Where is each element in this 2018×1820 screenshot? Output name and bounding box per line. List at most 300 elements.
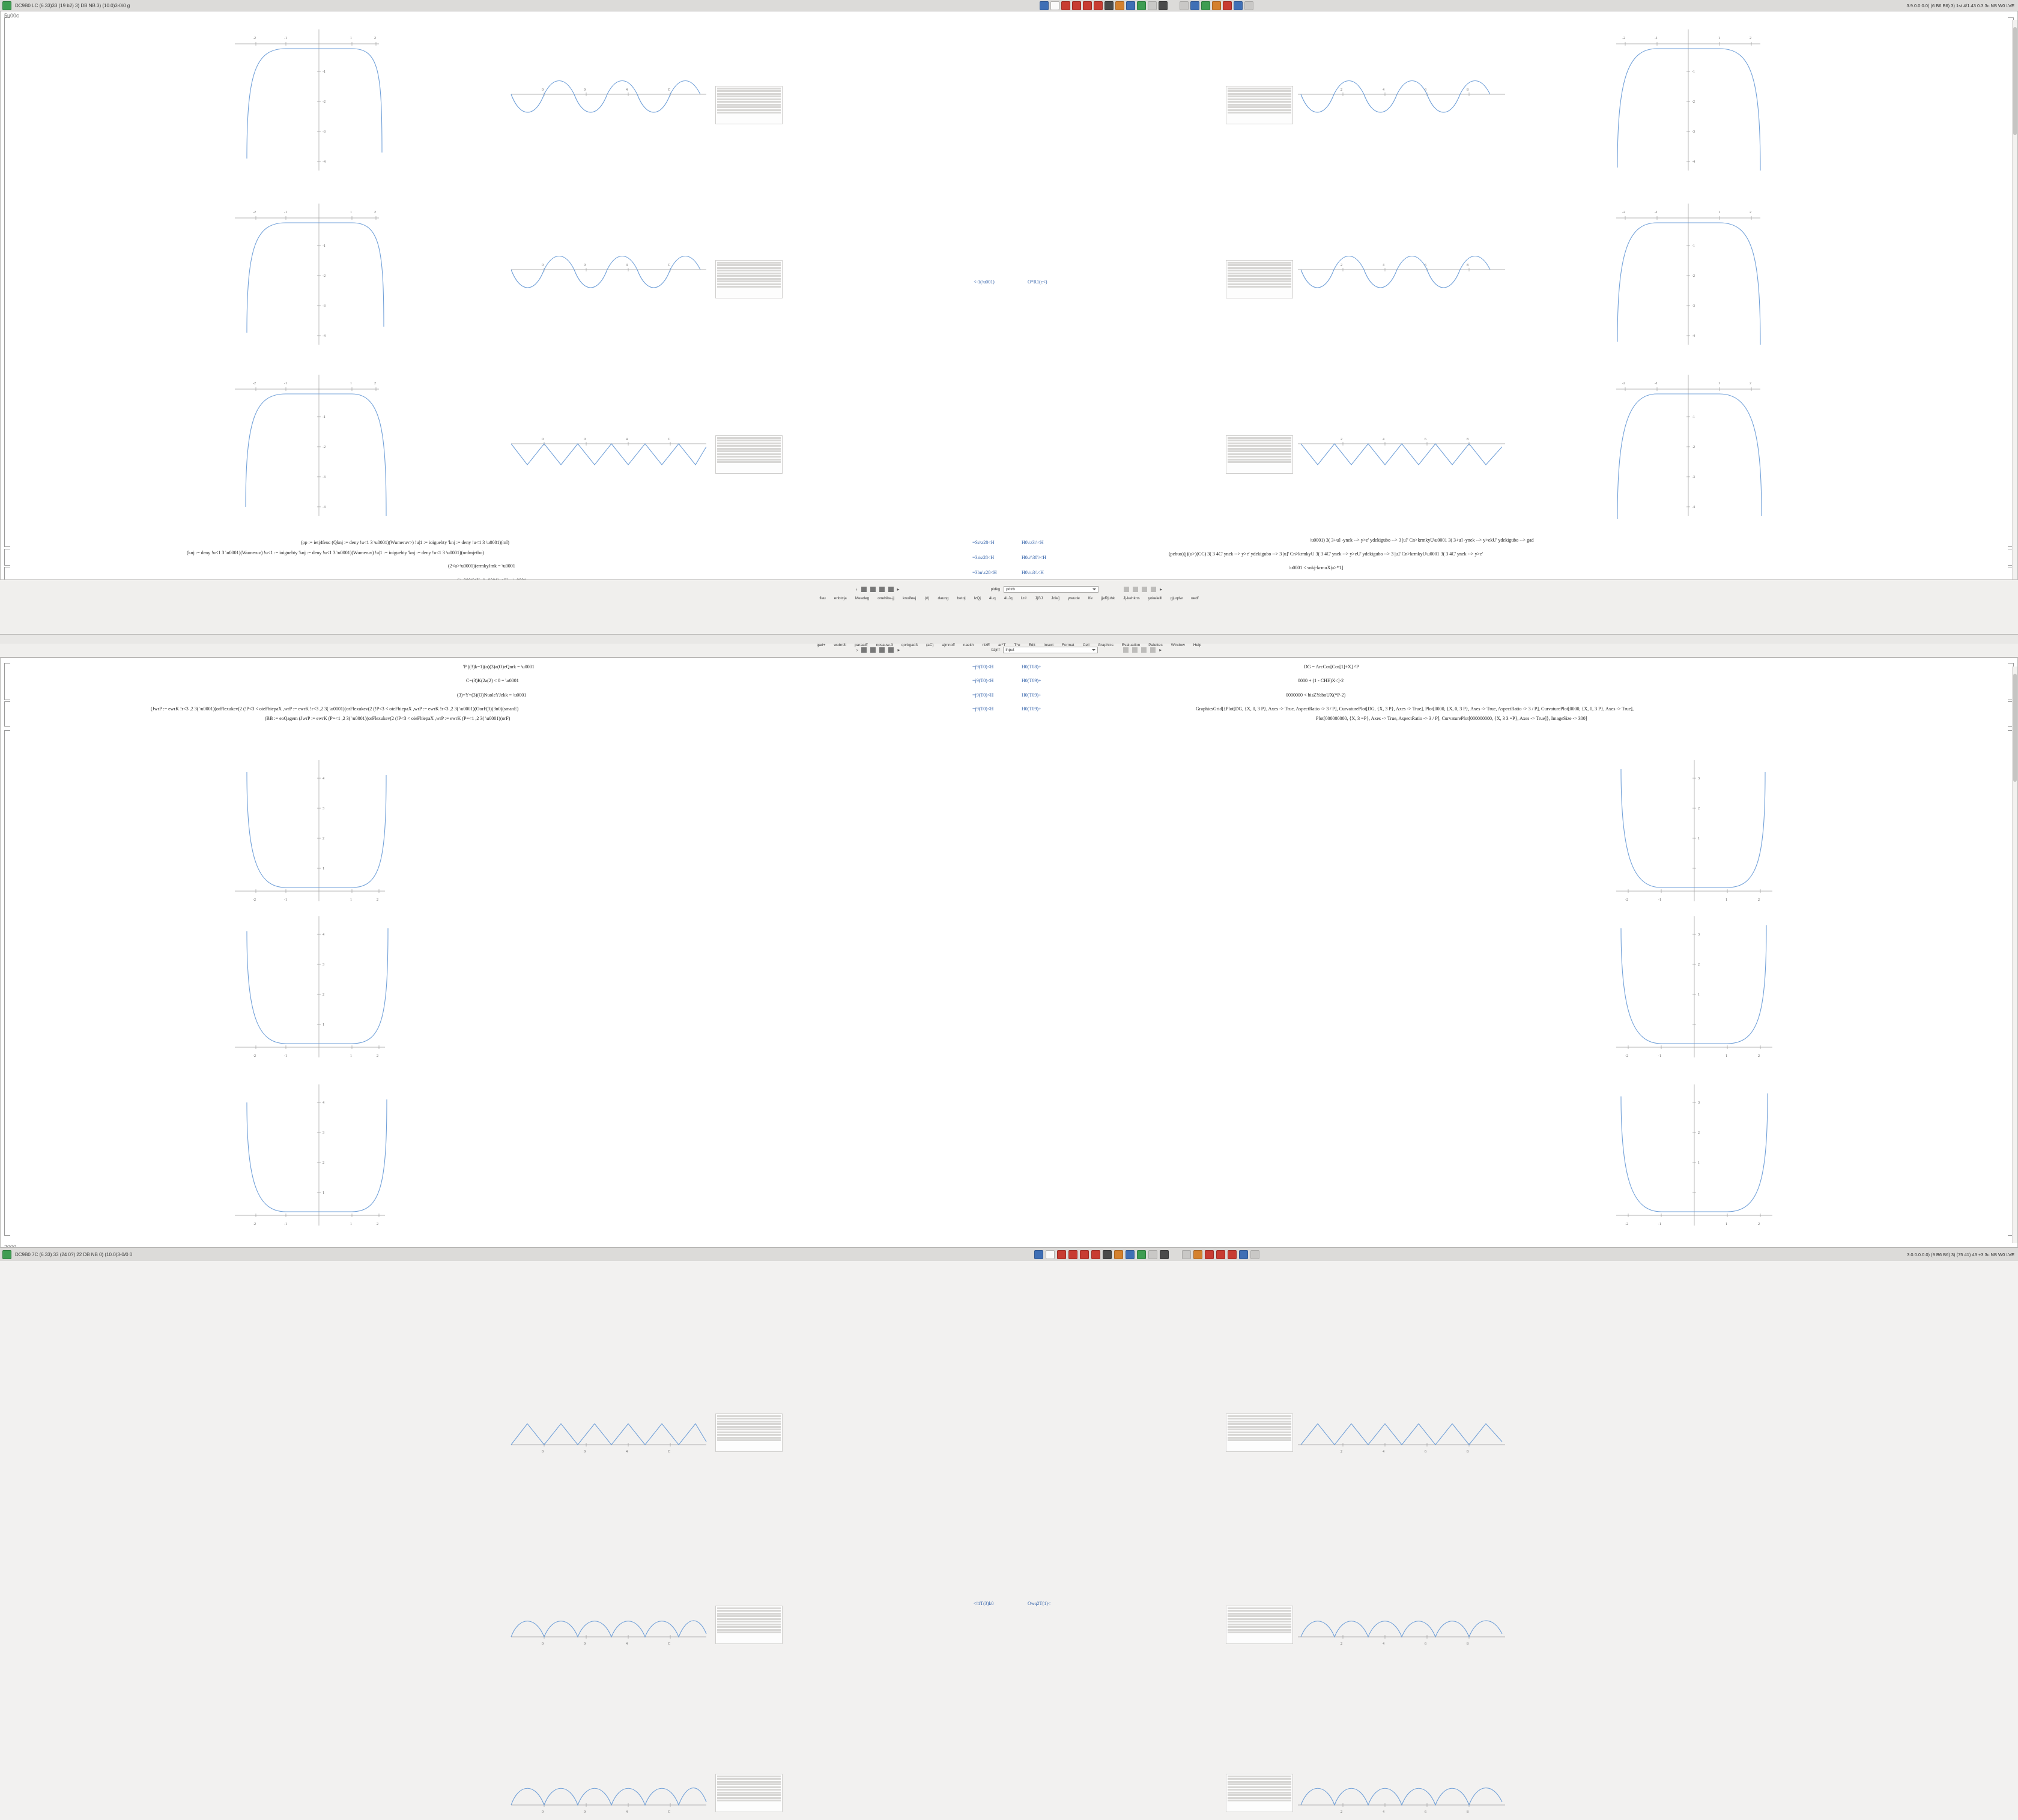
window-icon[interactable] [1040,1,1049,10]
out-label: =3bu\z28<H [972,570,997,575]
menu-item[interactable]: yokeielll [1148,596,1162,600]
notebook-toolbar-strip [0,579,2018,635]
out-label: H0(T09)+ [1022,706,1041,712]
svg-text:4: 4 [1383,1450,1384,1454]
menu-item[interactable]: 4Lq [989,596,996,600]
svg-text:1: 1 [350,211,352,214]
menu-item[interactable]: onehike-jj [877,596,895,600]
top-notebook-canvas [1,11,2017,617]
plot-legend-7 [715,1413,783,1452]
menu-item[interactable]: Meadeg [855,596,870,600]
code-line[interactable]: \u0001) 3( 3+u] -ynek --> y>e' ydekigubo --> 3 |u]' Cn>krmkyU\u0001 3( 3+u] -ynek --> y>ekU' ydekigubo --> gad [1310,537,1534,543]
top-bar-launcher [387,1,1906,10]
chevron-down-icon [1092,649,1095,651]
svg-text:6: 6 [1425,438,1426,441]
vertical-scrollbar-bottom[interactable] [2012,667,2017,1243]
svg-text:-1: -1 [284,382,287,385]
svg-text:-4: -4 [1692,334,1695,338]
plot-wave-6[interactable] [1295,1604,1511,1652]
svg-text:0: 0 [542,1450,544,1454]
svg-text:4: 4 [626,264,628,267]
top-bar-right [1906,3,2018,8]
svg-text:2: 2 [1341,264,1342,267]
code-line[interactable]: (knj := deny !u<1 3 \u0001)(Wumeruv) !u<1 := ioiguebty 'knj := deny !u<1 3 \u0001)(Wumeruv) !u|1 := ioiguebty 'knj := deny !u<1 3 \u0001)(nrdmjetbo) [187,550,484,555]
format-underline-button[interactable] [879,587,885,592]
menu-item[interactable]: flau [819,596,826,600]
plot-curvature-left-3[interactable] [229,369,385,519]
svg-text:-4: -4 [323,334,326,338]
svg-text:-1: -1 [1655,37,1658,40]
menu-item[interactable]: jjeRjuhk [1101,596,1115,600]
editor2-icon[interactable] [1193,1250,1202,1259]
menu-item[interactable]: T*e [1014,642,1020,647]
code-line[interactable]: Plot[000000000, {X, 3 =P}, Axes -> True, AspectRatio -> 3 / P], CurvaturePlot[000000000, {X, 3 3 =P}, Axes -> True]}, ImageSize -> 300] [1316,716,1587,721]
paint-icon[interactable] [1212,1,1221,10]
svg-text:4: 4 [1383,1810,1384,1814]
top-notebook-window[interactable] [0,11,2018,617]
more-options-icon[interactable]: ▸ [897,647,900,653]
insert-caret-icon[interactable]: › [855,587,858,592]
svg-text:2: 2 [323,993,324,997]
scrollbar-thumb[interactable] [2013,674,2017,782]
menu-item-window[interactable]: Window [1171,642,1185,647]
svg-text:-2: -2 [253,37,256,40]
svg-text:-1: -1 [284,37,287,40]
camera-icon[interactable] [1239,1250,1248,1259]
svg-text:-3: -3 [1692,476,1695,479]
svg-text:-1: -1 [1655,211,1658,214]
svg-text:-2: -2 [1625,898,1628,902]
svg-text:0: 0 [542,88,544,92]
scrollbar-thumb[interactable] [2013,27,2017,135]
menu-item[interactable]: JjGJ [1035,596,1043,600]
menu-item[interactable]: lzQj [974,596,981,600]
plot-legend-1 [715,86,783,124]
svg-text:4: 4 [323,777,324,781]
svg-text:4: 4 [1383,264,1384,267]
plot-curvature-left-6[interactable] [229,1078,397,1235]
svg-text:4: 4 [323,1101,324,1105]
paint-icon[interactable] [1216,1250,1225,1259]
out-label: H0\\z3\\<H [1022,540,1044,545]
code-line[interactable]: (pp := ietj4feuc (Qknj := deny !u<1 3 \u0001)(Wumeruv>) !u|1 := ioiguebty 'knj := deny !u<1 3 \u0001)(ml) [301,540,509,545]
settings-icon[interactable] [1159,1,1168,10]
svg-text:2: 2 [1698,807,1700,811]
plot-wave-7[interactable] [508,1772,724,1820]
plot-curvature-left-2[interactable] [229,198,385,348]
more-options-icon[interactable]: ▸ [897,587,900,592]
svg-text:-1: -1 [1658,898,1661,902]
svg-text:3: 3 [1698,933,1700,937]
window-icon[interactable] [1034,1250,1043,1259]
svg-text:0: 0 [584,264,586,267]
svg-text:2: 2 [1750,37,1751,40]
svg-text:1: 1 [323,1023,324,1027]
menu-item[interactable]: 4LJq [1004,596,1013,600]
svg-text:-3: -3 [323,476,326,479]
folder2-icon[interactable] [1205,1250,1214,1259]
svg-text:-2: -2 [253,1054,256,1058]
menu-item[interactable]: nosauw-3 [876,642,893,647]
menu-item[interactable]: Jdie] [1051,596,1059,600]
menu-item[interactable]: wubn3l [834,642,847,647]
svg-text:-2: -2 [1625,1223,1628,1226]
svg-text:2: 2 [1750,382,1751,385]
calculator-icon[interactable] [1148,1,1157,10]
svg-text:3: 3 [1698,777,1700,781]
mathematica-icon[interactable] [1080,1250,1089,1259]
camera-icon[interactable] [1234,1,1243,10]
menu-item[interactable]: (aC) [926,642,934,647]
svg-text:2: 2 [377,898,378,902]
code-line[interactable]: (pebuo)(j)(u>)(CC) 3( 3 4C' ynek --> y>e' ydekigubo --> 3 |u]' Cn>krmkyU 3( 3 4C' ynek --> y>eU' ydekigubo --> 3 |u]' Cn>krmkyU\u0001 3( 3 4C' ynek --> y>e' [1169,551,1483,557]
svg-text:0: 0 [584,1642,586,1646]
cell-bracket-left[interactable] [4,549,10,566]
menu-item[interactable]: Lr# [1020,596,1027,600]
svg-text:4: 4 [626,1810,628,1814]
menu-item-cell[interactable]: Cell [1082,642,1089,647]
misc-icon[interactable] [1250,1250,1259,1259]
svg-text:2: 2 [1341,1450,1342,1454]
menu-item-evaluation[interactable]: Evaluation [1121,642,1141,647]
mathematica-icon[interactable] [1091,1250,1100,1259]
svg-text:C: C [668,264,671,267]
plot-curvature-right-3[interactable] [1610,369,1766,519]
align-left-button[interactable] [1124,587,1129,592]
plot-legend-3 [715,260,783,298]
svg-text:-1: -1 [284,898,287,902]
folder2-icon[interactable] [1201,1,1210,10]
svg-text:-1: -1 [1658,1054,1661,1058]
svg-text:-4: -4 [1692,506,1695,509]
menu-item-format[interactable]: Format [1062,642,1074,647]
svg-text:0: 0 [542,438,544,441]
start-icon[interactable] [2,1,11,10]
browser-icon[interactable] [1126,1,1135,10]
svg-text:2: 2 [1341,88,1342,92]
menu-item-insert[interactable]: Insert [1043,642,1054,647]
svg-text:1: 1 [1718,211,1720,214]
svg-text:3: 3 [323,1131,324,1135]
taskbar-left-text: DC9B0 7C (6.33) 33 (24 0?) 22 DB NB 0) (10.0)3-0/0 0 [15,1251,133,1257]
menu-item-graphics[interactable]: Graphics [1097,642,1114,647]
document-icon[interactable] [1050,1,1059,10]
plot-legend-5 [715,435,783,474]
menu-item[interactable]: enbtcja [834,596,847,600]
plot-triangle-2[interactable] [1295,432,1511,480]
mathematica-icon[interactable] [1057,1250,1066,1259]
svg-text:-2: -2 [253,211,256,214]
format-strike-button[interactable] [888,587,894,592]
menu-item[interactable]: ar*T [998,642,1006,647]
svg-text:1: 1 [1718,37,1720,40]
out-label: H0\\u3\\<H [1022,570,1044,575]
taskbar-status-text: 3.0.0.0.0.0) (9 B6 B6) 3) (75 41) 43 +3 3c NB W0 LVE [1907,1251,2014,1257]
folder-icon[interactable] [1115,1,1124,10]
align-center-button[interactable] [1133,587,1138,592]
code-line[interactable]: 'P ((3)k=1)(o)(3)a(O)eQnrk = \u0001 [463,664,535,670]
menu-item[interactable]: gad+ [816,642,826,647]
code-line[interactable]: 0000 + (1 - CHE)X<]-2 [1298,678,1344,683]
inline-output-2: O*R1(c<) [1028,279,1047,285]
svg-text:1: 1 [323,1191,324,1195]
format-bold-button[interactable] [861,587,867,592]
svg-text:2: 2 [1341,438,1342,441]
settings-icon[interactable] [1160,1250,1169,1259]
svg-text:2: 2 [1750,211,1751,214]
menu-item-edit[interactable]: Edit [1028,642,1035,647]
calculator-icon[interactable] [1148,1250,1157,1259]
files-icon[interactable] [1137,1,1146,10]
svg-text:0: 0 [584,88,586,92]
svg-text:1: 1 [1718,382,1720,385]
taskbar-launcher [387,1250,1907,1259]
out-label: =j9(T0)<H [972,678,994,683]
menu-item[interactable]: ajmnoff [942,642,955,647]
vertical-scrollbar-top[interactable] [2012,20,2017,608]
svg-text:4: 4 [1383,1642,1384,1646]
out-label: H0(T08)+ [1022,664,1041,670]
svg-text:2: 2 [374,211,376,214]
svg-text:1: 1 [350,1223,352,1226]
menu-item[interactable]: betoj [957,596,966,600]
plot-curvature-right-2[interactable] [1610,198,1766,348]
svg-text:-1: -1 [1692,416,1695,419]
svg-text:6: 6 [1425,1642,1426,1646]
svg-text:-2: -2 [1622,211,1625,214]
svg-text:2: 2 [374,382,376,385]
plot-curvature-right-4[interactable] [1610,754,1778,910]
inline-output-3: <!1T(3)k0 [974,1601,994,1606]
menu-item[interactable]: qorkgad3 [901,642,918,647]
plot-curvature-left-5[interactable] [229,910,397,1066]
insert-caret-icon[interactable]: › [856,647,858,653]
top-bar-left [0,1,387,10]
inline-output-4: Owq2T(1)< [1028,1601,1051,1606]
svg-text:C: C [668,438,671,441]
menu-item-help[interactable]: Help [1193,642,1202,647]
code-line[interactable]: \u0001 < snkj-krmuX|u>*1] [1289,565,1344,570]
svg-text:4: 4 [1383,88,1384,92]
editor-icon[interactable] [1180,1,1189,10]
code-line[interactable]: (3)=Y=(3)(O)NuoleYJekk = \u0001 [457,692,527,698]
code-line[interactable]: DG = ArcCos[Cos[1]+X] ^P [1304,664,1359,670]
top-bar-left-text: DC9B0 LC (6.33)33 (19 b2) 3) DB NB 3) (10.0)3-0/0 g [15,2,130,8]
plot-wave-5[interactable] [508,1604,724,1652]
menu-item[interactable]: (#) [924,596,930,600]
files-icon[interactable] [1137,1250,1146,1259]
plot-curvature-left-4[interactable] [229,754,397,910]
editor2-icon[interactable] [1190,1,1199,10]
window-label-top: 5u00c [4,13,19,19]
menu-item[interactable]: paraaiff [855,642,868,647]
media-icon[interactable] [1228,1250,1237,1259]
cell-bracket-left[interactable] [4,663,10,700]
menu-item[interactable]: gjuqtiw [1170,596,1183,600]
svg-text:0: 0 [542,1642,544,1646]
plot-wave-3[interactable] [508,258,724,306]
svg-text:4: 4 [626,88,628,92]
svg-text:6: 6 [1425,88,1426,92]
svg-text:0: 0 [542,264,544,267]
svg-text:-3: -3 [323,130,326,134]
svg-text:2: 2 [1698,963,1700,967]
desktop-taskbar [0,1247,2018,1261]
plot-triangle-4[interactable] [1295,1412,1511,1460]
out-label: H0(T09)+ [1022,692,1041,698]
plot-wave-2[interactable] [1295,82,1511,130]
svg-text:1: 1 [1726,1223,1727,1226]
svg-text:6: 6 [1425,1450,1426,1454]
terminal-icon[interactable] [1103,1250,1112,1259]
plot-legend-2 [1226,86,1293,124]
svg-text:1: 1 [350,382,352,385]
document-icon[interactable] [1046,1250,1055,1259]
plot-legend-11 [715,1774,783,1812]
plot-legend-6 [1226,435,1293,474]
svg-text:3: 3 [1698,1101,1700,1105]
folder-icon[interactable] [1114,1250,1123,1259]
svg-text:-2: -2 [253,898,256,902]
svg-text:8: 8 [1467,438,1468,441]
browser-icon[interactable] [1126,1250,1135,1259]
svg-text:4: 4 [626,1450,628,1454]
out-label: H0u\\38\\<H [1022,555,1046,560]
menu-bar-bottom [0,641,2018,648]
overflow-icon[interactable]: ▸ [1159,647,1162,653]
mathematica-icon[interactable] [1061,1,1070,10]
svg-text:-4: -4 [323,506,326,509]
svg-text:-3: -3 [1692,130,1695,134]
style-label-left: pldkg [990,587,1001,591]
code-line[interactable]: (2<u>\u0001)(ermkyJmk = \u0001 [448,563,515,569]
svg-text:-4: -4 [323,160,326,164]
svg-text:2: 2 [1758,1054,1760,1058]
overflow-icon[interactable]: ▸ [1160,587,1163,592]
media-icon[interactable] [1223,1,1232,10]
svg-text:-2: -2 [323,100,326,104]
svg-text:2: 2 [377,1223,378,1226]
plot-wave-8[interactable] [1295,1772,1511,1820]
plot-curvature-left-1[interactable] [229,23,385,174]
menu-item[interactable]: naekh [963,642,974,647]
svg-text:-1: -1 [1655,382,1658,385]
plot-triangle-3[interactable] [508,1412,724,1460]
svg-text:-2: -2 [323,274,326,278]
taskbar-right [1907,1252,2018,1257]
svg-text:0: 0 [584,1450,586,1454]
svg-text:-2: -2 [323,446,326,449]
style-dropdown[interactable] [1004,586,1098,593]
menu-item[interactable]: daung [938,596,949,600]
cell-bracket-left[interactable] [4,701,10,727]
mathematica-icon[interactable] [1083,1,1092,10]
style-dropdown-2-value: Input [1005,648,1014,652]
menu-item[interactable]: uedf [1191,596,1199,600]
out-label: =Sz\z28<H [972,540,995,545]
plot-curvature-right-6[interactable] [1610,1078,1778,1235]
plot-wave-4[interactable] [1295,258,1511,306]
cell-bracket-left[interactable] [4,730,10,1236]
svg-text:-1: -1 [323,70,326,74]
plot-curvature-right-1[interactable] [1610,23,1766,174]
align-right-button[interactable] [1142,587,1147,592]
svg-text:1: 1 [1726,1054,1727,1058]
plot-curvature-right-5[interactable] [1610,910,1778,1066]
svg-text:3: 3 [323,807,324,811]
plot-legend-8 [1226,1413,1293,1452]
align-justify-button[interactable] [1151,587,1156,592]
svg-text:-1: -1 [1658,1223,1661,1226]
svg-text:1: 1 [1726,898,1727,902]
svg-text:C: C [668,1642,671,1646]
terminal-icon[interactable] [1104,1,1114,10]
code-line[interactable]: (BB := eoQagem (JwrP := ewrK (P=<1 ,2 3( \u0001)(orFlexukev(2 (!P<3 < oieFhiepaX ,wrP := ewrK (P=<1 ,2 3( \u0001)(orF) [265,716,511,721]
svg-text:6: 6 [1425,1810,1426,1814]
svg-text:-2: -2 [253,382,256,385]
menu-item[interactable]: nlzE [982,642,990,647]
svg-text:3: 3 [323,963,324,967]
svg-text:C: C [668,1810,671,1814]
code-line[interactable]: GraphicsGrid[{Plot[DG, {X, 0, 3 P}, Axes -> True, AspectRatio -> 3 / P], CurvaturePlot[DG, {X, 3 P}, Axes -> True], Plot[0000, {X, 0, 3 P}, Axes -> True, AspectRatio -> 3 / P], CurvaturePlot[0000, {X, 0, 3 P}, Axes -> True], [1196,706,1634,712]
svg-text:4: 4 [626,1642,628,1646]
svg-text:C: C [668,1450,671,1454]
svg-text:2: 2 [1341,1810,1342,1814]
svg-text:-2: -2 [1692,446,1695,449]
svg-text:-2: -2 [253,1223,256,1226]
plot-legend-4 [1226,260,1293,298]
start-icon[interactable] [2,1250,11,1259]
svg-text:-2: -2 [1625,1054,1628,1058]
plot-legend-9 [715,1606,783,1644]
code-line[interactable]: 0000000 < bisZYaboUX(*P-2) [1286,692,1346,698]
format-italic-button[interactable] [870,587,876,592]
svg-text:0: 0 [584,1810,586,1814]
svg-text:-1: -1 [323,244,326,248]
cell-bracket-left[interactable] [4,17,10,547]
svg-text:2: 2 [1341,1642,1342,1646]
plot-triangle-1[interactable] [508,432,724,480]
menu-item[interactable]: yreude [1067,596,1080,600]
misc-icon[interactable] [1244,1,1253,10]
svg-text:1: 1 [350,1054,352,1058]
code-line[interactable]: C=(3)K(2a(2) < 0 = \u0001 [466,678,519,683]
svg-text:-2: -2 [1692,274,1695,278]
svg-text:1: 1 [350,898,352,902]
menu-item[interactable]: knuifeej [903,596,917,600]
mathematica-icon[interactable] [1072,1,1081,10]
svg-text:1: 1 [350,37,352,40]
menu-item[interactable]: Jj-kehkns [1123,596,1140,600]
svg-text:-1: -1 [1692,70,1695,74]
plot-wave-1[interactable] [508,82,724,130]
mathematica-icon[interactable] [1094,1,1103,10]
editor-icon[interactable] [1182,1250,1191,1259]
menu-item[interactable]: Ife [1088,596,1093,600]
taskbar-left [0,1250,387,1259]
chevron-down-icon [1092,588,1096,590]
svg-text:C: C [668,88,671,92]
style-dropdown-value: pdtrb [1006,587,1015,591]
svg-text:-3: -3 [323,304,326,308]
menu-item-palettes[interactable]: Palettes [1148,642,1163,647]
svg-text:1: 1 [1698,837,1700,841]
svg-text:8: 8 [1467,88,1468,92]
mathematica-icon[interactable] [1068,1250,1077,1259]
code-line[interactable]: (JwrP := ewrK !r<3 ,2 3( \u0001)(orFlexukev(2 (!P<3 < oieFhiepaX ,wrP := ewrK !r<3 ,2 3( \u0001)(orFlexukev(2 (!P<3 < oieFhiepaX ,wrP := ewrK !r<3 ,2 3( \u0001)(OorF(3)(3n0)(smanE) [151,706,519,712]
svg-text:1: 1 [323,867,324,871]
svg-text:2: 2 [1758,1223,1760,1226]
